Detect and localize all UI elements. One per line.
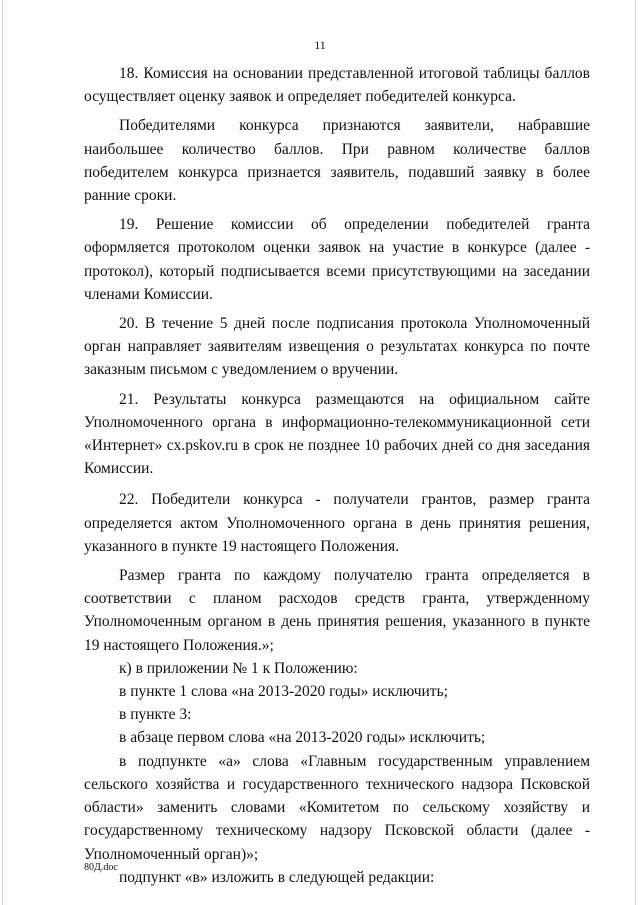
paragraph-18: 18. Комиссия на основании представленной итоговой таблицы баллов осуществляет оценку заявок и определяет победителей конкурса.: [84, 65, 590, 106]
right-scan-edge: [635, 0, 636, 905]
paragraph-subpoint-v: подпункт «в» изложить в следующей редакции:: [119, 868, 435, 886]
paragraph-first-abzac: в абзаце первом слова «на 2013-2020 годы» исключить;: [119, 729, 486, 747]
paragraph-k: к) в приложении № 1 к Положению:: [119, 659, 358, 677]
paragraph-subpoint-a: в подпункте «а» слова «Главным государственным управлением сельского хозяйства и государственного технического надзора Псковской области» заменить словами «Комитетом по сельскому хозяйству и государственному техническому надзору Псковской области (далее - Уполномоченный орган)»;: [84, 752, 590, 863]
paragraph-22: 22. Победители конкурса - получатели грантов, размер гранта определяется актом Уполномоченного органа в день принятия решения, указанного в пункте 19 настоящего Положения.: [84, 491, 590, 555]
paragraph-grant-size: Размер гранта по каждому получателю гранта определяется в соответствии с планом расходов средств гранта, утвержденному Уполномоченным органом в день принятия решения, указанного в пункте 19 настоящего Положения.»;: [84, 567, 590, 654]
page-number: 11: [314, 38, 326, 52]
left-scan-edge: [2, 0, 3, 905]
paragraph-point-3: в пункте 3:: [119, 706, 192, 724]
footer-filename: 80Д.doc: [84, 862, 118, 873]
paragraph-19: 19. Решение комиссии об определении победителей гранта оформляется протоколом оценки заявок на участие в конкурсе (далее - протокол), который подписывается всеми присутствующими на заседании членами Комиссии.: [84, 216, 590, 303]
document-body: [84, 62, 590, 889]
paragraph-21: 21. Результаты конкурса размещаются на официальном сайте Уполномоченного органа в информационно-телекоммуникационной сети «Интернет» cx.pskov.ru в срок не позднее 10 рабочих дней со дня заседания Комиссии.: [84, 390, 590, 478]
paragraph-point-1: в пункте 1 слова «на 2013-2020 годы» исключить;: [119, 683, 448, 701]
paragraph-winners: Победителями конкурса признаются заявители, набравшие наибольшее количество баллов. При равном количестве баллов победителем конкурса признается заявитель, подавший заявку в более ранние сроки.: [84, 117, 590, 205]
paragraph-20: 20. В течение 5 дней после подписания протокола Уполномоченный орган направляет заявителям извещения о результатах конкурса по почте заказным письмом с уведомлением о вручении.: [84, 315, 590, 379]
